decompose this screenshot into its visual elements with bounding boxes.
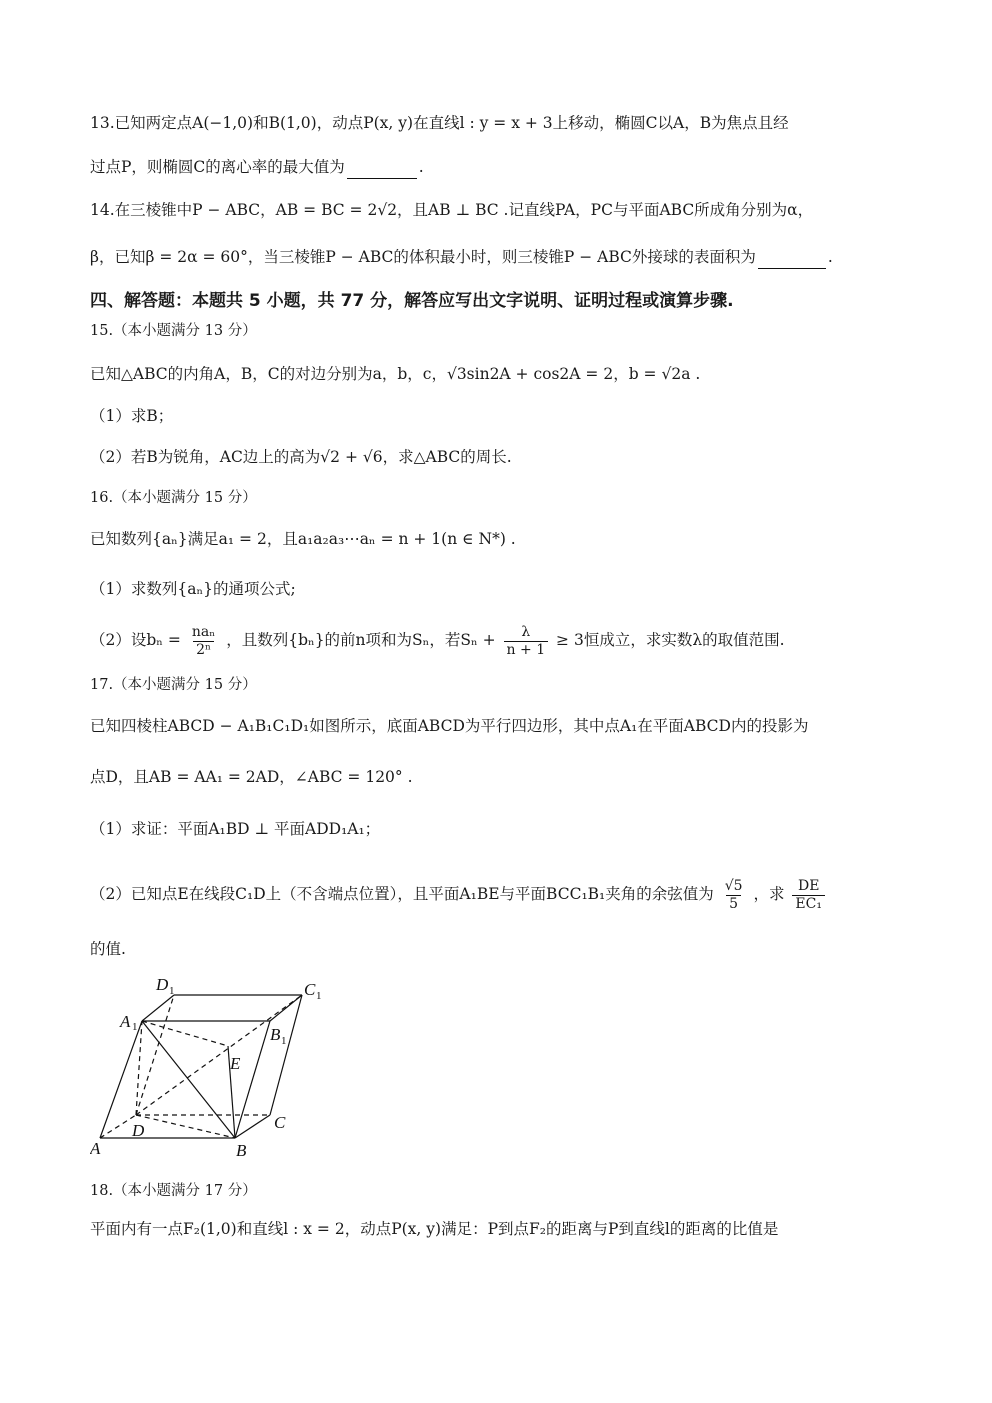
q16-fraction-b-num: naₙ [191, 623, 216, 640]
q13-line1: 13.已知两定点A(−1,0)和B(1,0)，动点P(x, y)在直线l : y = x + 3上移动，椭圆C以A，B为焦点且经 [90, 114, 789, 132]
q17-header: 17.（本小题满分 15 分） [90, 677, 257, 693]
q16-part2-c: ≥ 3恒成立，求实数λ的取值范围. [556, 631, 785, 649]
q14-line2-text: β，已知β = 2α = 60°，当三棱锥P − ABC的体积最小时，则三棱锥P − ABC外接球的表面积为 [90, 248, 756, 266]
q13-line2-text: 过点P，则椭圆C的离心率的最大值为 [90, 158, 345, 176]
q17-stem1: 已知四棱柱ABCD − A₁B₁C₁D₁如图所示，底面ABCD为平行四边形，其中点A₁在平面ABCD内的投影为 [90, 717, 809, 735]
q17-part1: （1）求证：平面A₁BD ⊥ 平面ADD₁A₁； [90, 820, 381, 838]
q15-part1: （1）求B； [90, 407, 174, 425]
q16-part2 [90, 620, 785, 660]
label-A1: A [120, 1012, 131, 1031]
q14-line2 [90, 246, 833, 269]
segment-A1E [142, 1021, 228, 1046]
q13-line2-end: . [418, 158, 424, 176]
q17-fraction-ratio [792, 878, 825, 913]
segment-DC1 [136, 995, 302, 1115]
q16-fraction-b-den: 2ⁿ [193, 641, 214, 659]
label-E: E [230, 1054, 241, 1073]
q14-answer-blank [758, 246, 826, 269]
q16-stem: 已知数列{aₙ}满足a₁ = 2，且a₁a₂a₃⋯aₙ = n + 1(n ∈ N*) . [90, 530, 516, 548]
edge-A1D1 [142, 995, 174, 1021]
q17-fraction-cos-num: √5 [724, 877, 743, 894]
q16-fraction-lambda-num: λ [521, 623, 531, 640]
q18-header: 18.（本小题满分 17 分） [90, 1183, 257, 1199]
q15-part2: （2）若B为锐角，AC边上的高为√2 + √6，求△ABC的周长. [90, 448, 512, 466]
q17-part2-b: ，求 [753, 885, 785, 903]
q14-line1: 14.在三棱锥中P − ABC，AB = BC = 2√2，且AB ⊥ BC .记直线PA，PC与平面ABC所成角分别为α， [90, 201, 814, 219]
q17-fraction-cos-den: 5 [726, 895, 741, 913]
label-A1-sub: 1 [132, 1021, 138, 1033]
label-D1: D [156, 975, 169, 994]
q16-fraction-b [189, 624, 218, 659]
prism-figure [90, 968, 340, 1168]
label-B: B [236, 1141, 247, 1160]
q16-part1: （1）求数列{aₙ}的通项公式; [90, 580, 296, 598]
q17-fraction-ratio-num: DE [797, 877, 820, 894]
edge-BB1 [235, 1021, 270, 1138]
q14-line2-end: . [827, 248, 833, 266]
label-D: D [132, 1121, 145, 1140]
q17-fraction-ratio-den: EC₁ [792, 895, 825, 913]
label-B1-sub: 1 [281, 1035, 287, 1047]
label-C: C [274, 1113, 286, 1132]
q16-part2-b: ，且数列{bₙ}的前n项和为Sₙ，若Sₙ + [226, 631, 496, 649]
section-heading: 四、解答题：本题共 5 小题，共 77 分，解答应写出文字说明、证明过程或演算步骤. [90, 291, 734, 311]
q16-fraction-lambda [504, 624, 549, 659]
q15-header: 15.（本小题满分 13 分） [90, 323, 257, 339]
q13-line2 [90, 156, 424, 179]
q17-part2-end: 的值. [90, 940, 126, 958]
q17-part2-a: （2）已知点E在线段C₁D上（不含端点位置），且平面A₁BE与平面BCC₁B₁夹角的余弦值为 [90, 885, 714, 903]
q15-stem: 已知△ABC的内角A，B，C的对边分别为a，b，c，√3sin2A + cos2A = 2，b = √2a . [90, 365, 701, 383]
prism-diagram [90, 968, 340, 1168]
edge-AD [100, 1115, 136, 1138]
q16-fraction-lambda-den: n + 1 [504, 641, 549, 659]
q17-fraction-cos [722, 878, 746, 913]
q17-part2 [90, 872, 828, 916]
label-D1-sub: 1 [169, 985, 175, 997]
label-B1: B [270, 1025, 281, 1044]
label-A: A [90, 1139, 101, 1158]
q16-part2-a: （2）设bₙ = [90, 631, 181, 649]
edge-CC1 [270, 995, 302, 1115]
segment-A1B [142, 1021, 235, 1138]
label-C1: C [304, 980, 316, 999]
q17-stem2: 点D，且AB = AA₁ = 2AD，∠ABC = 120° . [90, 768, 413, 786]
label-C1-sub: 1 [316, 990, 322, 1002]
q13-answer-blank [347, 156, 417, 179]
q18-stem: 平面内有一点F₂(1,0)和直线l : x = 2，动点P(x, y)满足：P到点F₂的距离与P到直线l的距离的比值是 [90, 1220, 779, 1238]
q16-header: 16.（本小题满分 15 分） [90, 490, 257, 506]
